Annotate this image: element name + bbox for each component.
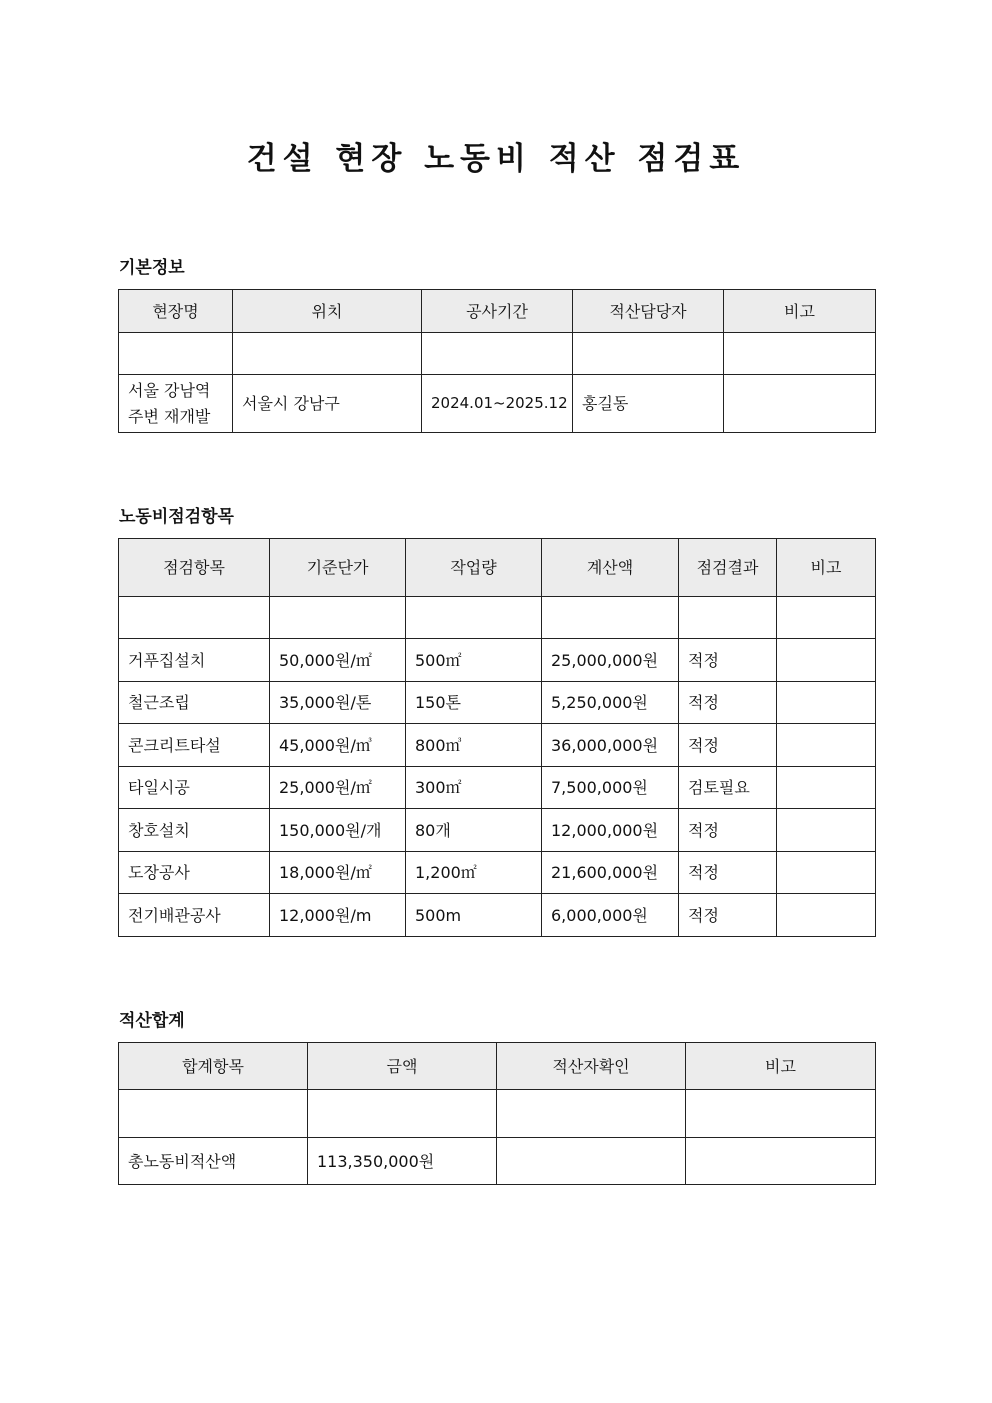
header-remarks: 비고 bbox=[686, 1043, 876, 1090]
total-label-cell: 총노동비적산액 bbox=[119, 1138, 308, 1185]
table-cell: 적정 bbox=[679, 852, 777, 894]
table-cell bbox=[270, 597, 406, 639]
table-cell bbox=[679, 597, 777, 639]
table-row bbox=[119, 1138, 876, 1185]
header-total-amount: 금액 bbox=[308, 1043, 497, 1090]
table-cell: 150톤 bbox=[406, 682, 542, 724]
table-cell bbox=[777, 767, 876, 809]
table-cell: 25,000원/㎡ bbox=[270, 767, 406, 809]
document-title: 건설 현장 노동비 적산 점검표 bbox=[246, 141, 746, 177]
table-cell: 도장공사 bbox=[119, 852, 270, 894]
totals-heading: 적산합계 bbox=[119, 1011, 185, 1031]
table-cell: 12,000,000원 bbox=[542, 809, 679, 852]
table-cell: 80개 bbox=[406, 809, 542, 852]
header-total-item: 합계항목 bbox=[119, 1043, 308, 1090]
table-cell: 150,000원/개 bbox=[270, 809, 406, 852]
table-cell: 5,250,000원 bbox=[542, 682, 679, 724]
location-cell: 서울시 강남구 bbox=[233, 375, 422, 433]
header-amount: 계산액 bbox=[542, 539, 679, 597]
table-cell bbox=[724, 333, 876, 375]
table-row bbox=[119, 809, 876, 852]
header-period: 공사기간 bbox=[422, 290, 573, 333]
table-cell bbox=[542, 597, 679, 639]
table-cell bbox=[497, 1090, 686, 1138]
table-cell: 타일시공 bbox=[119, 767, 270, 809]
table-row bbox=[119, 639, 876, 682]
table-cell: 검토필요 bbox=[679, 767, 777, 809]
period-cell: 2024.01~2025.12 bbox=[422, 375, 573, 433]
table-cell: 철근조립 bbox=[119, 682, 270, 724]
table-row bbox=[119, 333, 876, 375]
site-name-cell: 서울 강남역 주변 재개발 bbox=[119, 375, 233, 433]
table-cell bbox=[119, 1090, 308, 1138]
table-cell: 21,600,000원 bbox=[542, 852, 679, 894]
table-cell: 35,000원/톤 bbox=[270, 682, 406, 724]
table-cell: 25,000,000원 bbox=[542, 639, 679, 682]
table-cell bbox=[777, 639, 876, 682]
table-cell bbox=[573, 333, 724, 375]
labor-items-header-row bbox=[119, 539, 876, 597]
table-cell bbox=[308, 1090, 497, 1138]
totals-table bbox=[118, 1042, 876, 1185]
header-site-name: 현장명 bbox=[119, 290, 233, 333]
table-cell: 전기배관공사 bbox=[119, 894, 270, 937]
labor-items-table bbox=[118, 538, 876, 937]
total-amount-cell: 113,350,000원 bbox=[308, 1138, 497, 1185]
table-cell bbox=[777, 682, 876, 724]
table-row bbox=[119, 852, 876, 894]
table-cell: 36,000,000원 bbox=[542, 724, 679, 767]
table-cell: 18,000원/㎡ bbox=[270, 852, 406, 894]
table-cell bbox=[777, 724, 876, 767]
table-cell: 50,000원/㎡ bbox=[270, 639, 406, 682]
table-cell: 1,200㎡ bbox=[406, 852, 542, 894]
table-cell: 거푸집설치 bbox=[119, 639, 270, 682]
table-cell bbox=[777, 597, 876, 639]
table-cell: 적정 bbox=[679, 639, 777, 682]
header-estimator: 적산담당자 bbox=[573, 290, 724, 333]
header-remarks: 비고 bbox=[777, 539, 876, 597]
header-remarks: 비고 bbox=[724, 290, 876, 333]
table-cell bbox=[777, 894, 876, 937]
header-quantity: 작업량 bbox=[406, 539, 542, 597]
table-cell: 45,000원/㎥ bbox=[270, 724, 406, 767]
table-cell bbox=[497, 1138, 686, 1185]
table-cell: 500㎡ bbox=[406, 639, 542, 682]
header-estimator-confirm: 적산자확인 bbox=[497, 1043, 686, 1090]
estimator-cell: 홍길동 bbox=[573, 375, 724, 433]
table-cell bbox=[777, 852, 876, 894]
basic-info-table bbox=[118, 289, 876, 433]
table-row bbox=[119, 894, 876, 937]
table-row bbox=[119, 597, 876, 639]
table-cell: 적정 bbox=[679, 894, 777, 937]
table-cell: 콘크리트타설 bbox=[119, 724, 270, 767]
table-cell: 적정 bbox=[679, 809, 777, 852]
table-cell: 적정 bbox=[679, 724, 777, 767]
table-cell bbox=[233, 333, 422, 375]
table-cell: 적정 bbox=[679, 682, 777, 724]
remarks-cell bbox=[724, 375, 876, 433]
table-cell: 800㎥ bbox=[406, 724, 542, 767]
table-cell: 창호설치 bbox=[119, 809, 270, 852]
header-result: 점검결과 bbox=[679, 539, 777, 597]
table-cell: 6,000,000원 bbox=[542, 894, 679, 937]
table-row bbox=[119, 1090, 876, 1138]
table-cell bbox=[406, 597, 542, 639]
basic-info-heading: 기본정보 bbox=[119, 258, 185, 278]
header-item: 점검항목 bbox=[119, 539, 270, 597]
table-cell: 500m bbox=[406, 894, 542, 937]
table-row bbox=[119, 724, 876, 767]
table-row bbox=[119, 682, 876, 724]
table-cell bbox=[686, 1138, 876, 1185]
table-cell: 12,000원/m bbox=[270, 894, 406, 937]
totals-header-row bbox=[119, 1043, 876, 1090]
table-cell bbox=[422, 333, 573, 375]
table-cell: 7,500,000원 bbox=[542, 767, 679, 809]
table-row bbox=[119, 375, 876, 433]
table-cell bbox=[777, 809, 876, 852]
labor-items-heading: 노동비점검항목 bbox=[119, 507, 234, 527]
basic-info-header-row bbox=[119, 290, 876, 333]
table-cell: 300㎡ bbox=[406, 767, 542, 809]
table-cell bbox=[686, 1090, 876, 1138]
table-row bbox=[119, 767, 876, 809]
table-cell bbox=[119, 597, 270, 639]
header-unit-price: 기준단가 bbox=[270, 539, 406, 597]
header-location: 위치 bbox=[233, 290, 422, 333]
table-cell bbox=[119, 333, 233, 375]
